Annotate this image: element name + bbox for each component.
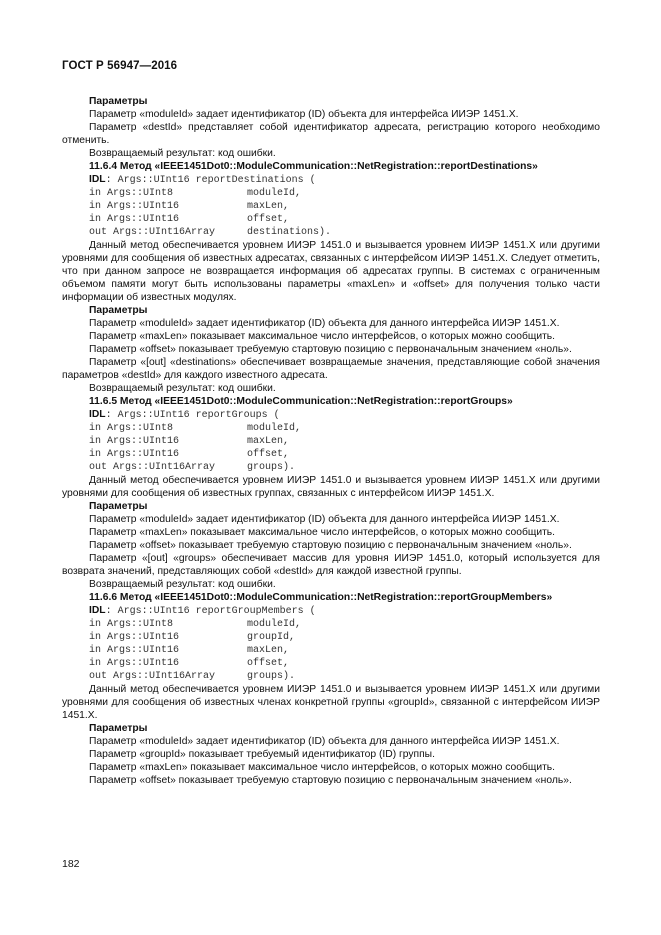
idl-argument-line [62,435,600,448]
paragraph: Параметр «moduleId» задает идентификатор (ID) объекта для интерфейса ИИЭР 1451.X. [89,109,519,120]
paragraph: Параметр «[out] «destinations» обеспечивает возвращаемые значения, представляющие собой значения параметров «destId» для каждого известного адресата. [62,357,600,381]
paragraph: Параметр «maxLen» показывает максимальное число интерфейсов, о которых можно сообщить. [89,331,556,342]
idl-signature [62,604,600,618]
argument-type: in Args::UInt16 [89,658,180,669]
idl-label: IDL [89,409,106,420]
idl-argument-line [62,187,600,200]
argument-type: in Args::UInt16 [89,645,180,656]
argument-name: groups). [247,671,296,682]
document-header: ГОСТ Р 56947—2016 [62,60,178,72]
idl-code: : Args::UInt16 reportGroupMembers ( [105,606,316,617]
section-heading: Параметры [89,305,148,316]
argument-name: offset, [247,658,290,669]
argument-type: out Args::UInt16Array [89,671,216,682]
paragraph: Возвращаемый результат: код ошибки. [89,148,276,159]
argument-name: groupId, [247,632,296,643]
idl-argument-line [62,200,600,213]
paragraph: Данный метод обеспечивается уровнем ИИЭР 1451.0 и вызывается уровнем ИИЭР 1451.X или другими уровнями для сообщения об известных группах, связанных с интерфейсом ИИЭР 1451.X. [62,475,600,499]
paragraph: Параметр «maxLen» показывает максимальное число интерфейсов, о которых можно сообщить. [89,762,556,773]
paragraph: Возвращаемый результат: код ошибки. [89,383,276,394]
idl-argument-line [62,670,600,683]
argument-name: maxLen, [247,645,290,656]
argument-type: in Args::UInt8 [89,423,174,434]
paragraph: Параметр «groupId» показывает требуемый идентификатор (ID) группы. [89,749,435,760]
argument-name: offset, [247,449,290,460]
section-heading: 11.6.6 Метод «IEEE1451Dot0::ModuleCommunication::NetRegistration::reportGroupMembers» [89,592,553,603]
idl-argument-line [62,226,600,239]
argument-name: offset, [247,214,290,225]
paragraph: Параметр «moduleId» задает идентификатор (ID) объекта для данного интерфейса ИИЭР 1451.X. [89,736,560,747]
paragraph: Параметр «offset» показывает требуемую стартовую позицию с первоначальным значением «ноль». [89,344,572,355]
paragraph: Параметр «maxLen» показывает максимальное число интерфейсов, о которых можно сообщить. [89,527,556,538]
section-heading: Параметры [89,723,148,734]
argument-type: in Args::UInt16 [89,436,180,447]
argument-name: maxLen, [247,201,290,212]
argument-type: out Args::UInt16Array [89,227,216,238]
page-number: 182 [62,858,80,870]
argument-type: out Args::UInt16Array [89,462,216,473]
argument-type: in Args::UInt16 [89,214,180,225]
argument-name: moduleId, [247,423,302,434]
paragraph: Параметр «moduleId» задает идентификатор (ID) объекта для данного интерфейса ИИЭР 1451.X. [89,514,560,525]
argument-type: in Args::UInt16 [89,632,180,643]
argument-name: moduleId, [247,619,302,630]
paragraph: Параметр «offset» показывает требуемую стартовую позицию с первоначальным значением «ноль». [89,775,572,786]
argument-type: in Args::UInt8 [89,188,174,199]
paragraph: Возвращаемый результат: код ошибки. [89,579,276,590]
argument-type: in Args::UInt16 [89,449,180,460]
argument-name: moduleId, [247,188,302,199]
idl-code: : Args::UInt16 reportGroups ( [105,410,280,421]
idl-argument-line [62,213,600,226]
argument-name: maxLen, [247,436,290,447]
argument-type: in Args::UInt16 [89,201,180,212]
paragraph: Параметр «offset» показывает требуемую стартовую позицию с первоначальным значением «ноль». [89,540,572,551]
idl-argument-line [62,618,600,631]
idl-label: IDL [89,174,106,185]
argument-name: destinations). [247,227,332,238]
idl-signature [62,173,600,187]
idl-signature [62,408,600,422]
idl-argument-line [62,448,600,461]
section-heading: Параметры [89,96,148,107]
paragraph: Параметр «destId» представляет собой идентификатор адресата, регистрацию которого необходимо отменить. [62,122,600,146]
idl-argument-line [62,422,600,435]
argument-name: groups). [247,462,296,473]
idl-argument-line [62,657,600,670]
idl-argument-line [62,461,600,474]
paragraph: Параметр «[out] «groups» обеспечивает массив для уровня ИИЭР 1451.0, который используется для возврата значений, представляющих собой «destId» для каждой известной группы. [62,553,600,577]
paragraph: Данный метод обеспечивается уровнем ИИЭР 1451.0 и вызывается уровнем ИИЭР 1451.X или другими уровнями для сообщения об известных членах конкретной группы «groupId», связанной с интерфейсом ИИЭР 1451.X. [62,684,600,721]
argument-type: in Args::UInt8 [89,619,174,630]
idl-argument-line [62,644,600,657]
section-heading: 11.6.5 Метод «IEEE1451Dot0::ModuleCommunication::NetRegistration::reportGroups» [89,396,513,407]
idl-label: IDL [89,605,106,616]
paragraph: Параметр «moduleId» задает идентификатор (ID) объекта для данного интерфейса ИИЭР 1451.X. [89,318,560,329]
paragraph: Данный метод обеспечивается уровнем ИИЭР 1451.0 и вызывается уровнем ИИЭР 1451.X или другими уровнями для сообщения об известных адресатах, связанных с интерфейсом ИИЭР 1451.X. Следует отметить, что при данном запросе не возвращается информация об адресатах группы. В системах с ограниченным объемом памяти могут быть использованы параметры «maxLen» и «offset» для получения только части информации об известных модулях. [62,240,600,303]
document-body [62,95,600,787]
idl-argument-line [62,631,600,644]
section-heading: Параметры [89,501,148,512]
section-heading: 11.6.4 Метод «IEEE1451Dot0::ModuleCommunication::NetRegistration::reportDestinations» [89,161,538,172]
idl-code: : Args::UInt16 reportDestinations ( [105,175,316,186]
